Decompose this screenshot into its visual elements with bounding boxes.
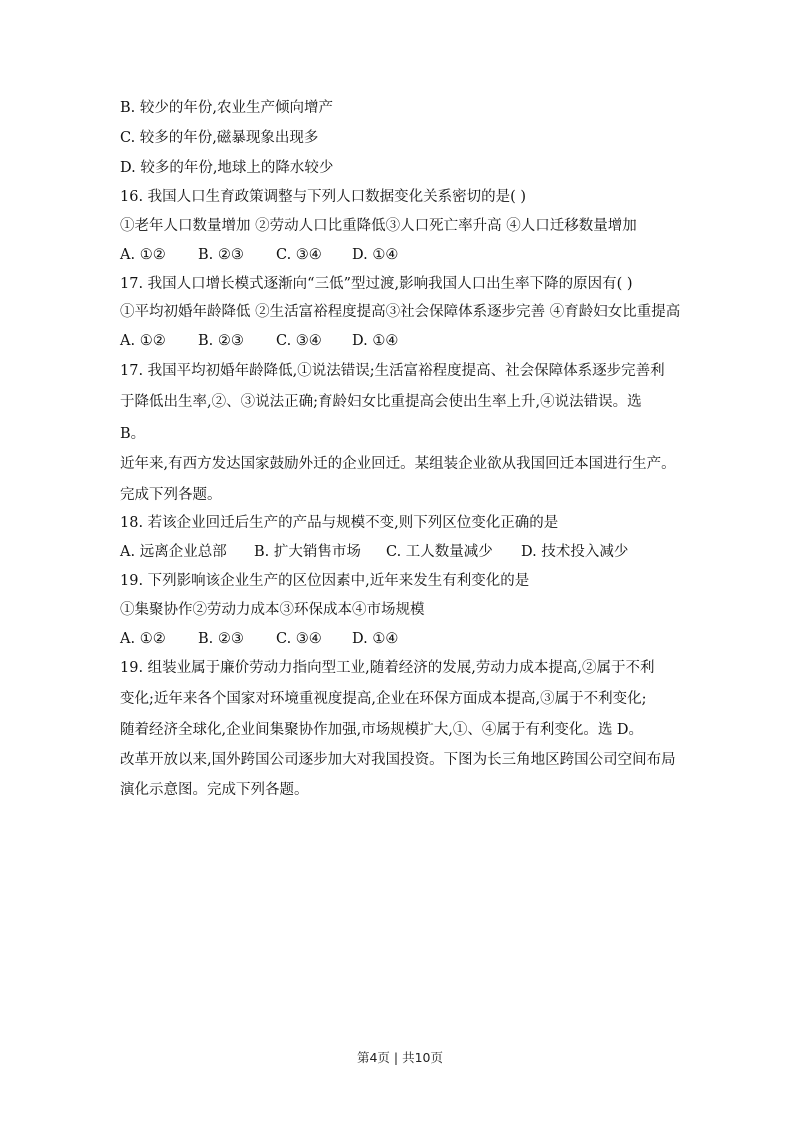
passage-text: 改革开放以来,国外跨国公司逐步加大对我国投资。下图为长三角地区跨国公司空间布局 [120,752,676,768]
answer-17-explanation: 17. 我国平均初婚年龄降低,①说法错误;生活富裕程度提高、社会保障体系逐步完善利 [120,363,665,379]
answer-19-explanation: 变化;近年来各个国家对环境重视度提高,企业在环保方面成本提高,③属于不利变化; [120,691,647,707]
option-a: A. ①② [120,247,166,263]
option-d: D. ①④ [352,247,399,263]
question-19-options [120,629,398,649]
answer-19-explanation: 随着经济全球化,企业间集聚协作加强,市场规模扩大,①、④属于有利变化。选 D。 [120,722,644,738]
option-line: D. 较多的年份,地球上的降水较少 [120,160,334,176]
question-17-options [120,331,398,351]
option-c: C. ③④ [276,631,322,647]
passage-text: 演化示意图。完成下列各题。 [120,782,309,798]
option-line: C. 较多的年份,磁暴现象出现多 [120,130,319,146]
passage-text: 近年来,有西方发达国家鼓励外迁的企业回迁。某组装企业欲从我国回迁本国进行生产。 [120,456,676,472]
question-17-statements: ①平均初婚年龄降低 ②生活富裕程度提高③社会保障体系逐步完善 ④育龄妇女比重提高 [120,304,681,320]
option-a: A. ①② [120,631,166,647]
question-19-statements: ①集聚协作②劳动力成本③环保成本④市场规模 [120,602,425,618]
option-a: A. ①② [120,333,166,349]
question-18-options [120,542,628,562]
question-19-stem: 19. 下列影响该企业生产的区位因素中,近年来发生有利变化的是 [120,573,530,589]
option-b: B. ②③ [198,247,244,263]
option-line: B. 较少的年份,农业生产倾向增产 [120,100,333,116]
page-footer: 第4页 | 共10页 [356,1050,444,1065]
option-c: C. ③④ [276,333,322,349]
answer-19-explanation: 19. 组装业属于廉价劳动力指向型工业,随着经济的发展,劳动力成本提高,②属于不利 [120,660,655,676]
option-d: D. 技术投入减少 [521,544,629,560]
question-16-statements: ①老年人口数量增加 ②劳动人口比重降低③人口死亡率升高 ④人口迁移数量增加 [120,218,637,234]
option-b: B. ②③ [198,333,244,349]
answer-17-explanation: B。 [120,426,146,442]
option-d: D. ①④ [352,631,399,647]
option-b: B. ②③ [198,631,244,647]
passage-text: 完成下列各题。 [120,487,222,503]
question-17-stem: 17. 我国人口增长模式逐渐向“三低”型过渡,影响我国人口出生率下降的原因有( ) [120,276,633,292]
option-c: C. ③④ [276,247,322,263]
answer-17-explanation: 于降低出生率,②、③说法正确;育龄妇女比重提高会使出生率上升,④说法错误。选 [120,394,642,410]
question-16-options [120,245,398,265]
question-16-stem: 16. 我国人口生育政策调整与下列人口数据变化关系密切的是( ) [120,189,527,205]
option-b: B. 扩大销售市场 [254,544,361,560]
option-c: C. 工人数量减少 [386,544,493,560]
question-18-stem: 18. 若该企业回迁后生产的产品与规模不变,则下列区位变化正确的是 [120,515,559,531]
option-d: D. ①④ [352,333,399,349]
option-a: A. 远离企业总部 [120,544,227,560]
